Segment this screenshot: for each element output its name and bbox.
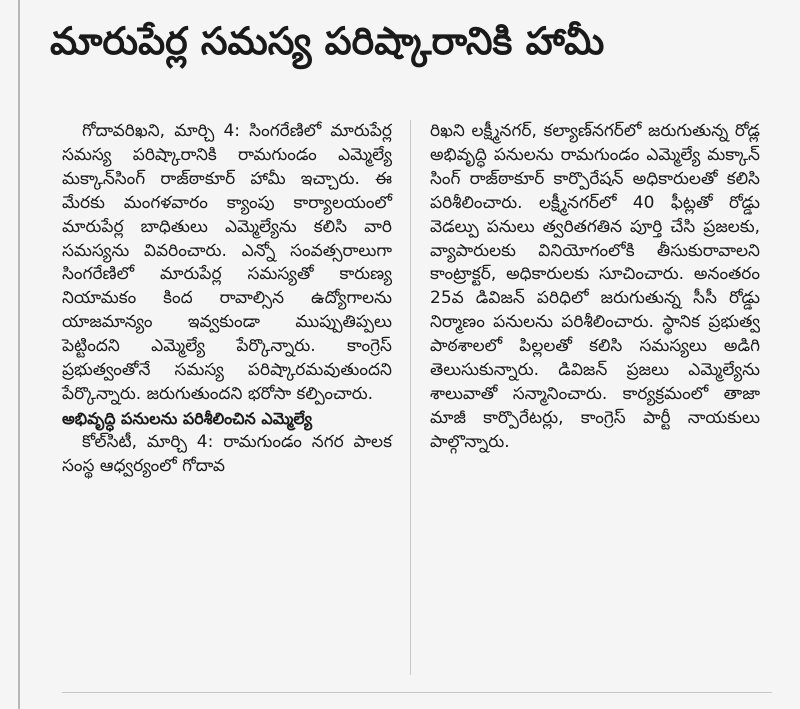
left-margin-rule	[18, 0, 20, 709]
bottom-rule	[62, 692, 772, 693]
subheading: అభివృద్ధి పనులను పరిశీలించిన ఎమ్మెల్యే	[62, 408, 313, 428]
left-column	[62, 120, 392, 479]
column-divider	[410, 120, 411, 675]
left-column-paragraph-2: కోల్‌సిటీ, మార్చి 4: రామగుండం నగర పాలక సంస్థ ఆధ్వర్యంలో గోదావ	[62, 431, 392, 476]
headline: మారుపేర్ల సమస్య పరిష్కారానికి హామీ	[50, 19, 605, 63]
left-column-paragraph-1: గోదావరిఖని, మార్చి 4: సింగరేణిలో మారుపేర్ల సమస్య పరిష్కారానికి రామగుండం ఎమ్మెల్యే మక్కాన్‌సింగ్ రాజ్‌ఠాకూర్ హామీ ఇచ్చారు. ఈ మేరకు మంగళవారం క్యాంపు కార్యాలయంలో మారుపేర్ల బాధితులు ఎమ్మెల్యేను కలిసి వారి సమస్యను వివరించారు. ఎన్నో సంవత్సరాలుగా సింగరేణిలో మారుపేర్ల సమస్యతో కారుణ్య నియామకం కింద రావాల్సిన ఉద్యోగాలను యాజమాన్యం ఇవ్వకుండా ముప్పుతిప్పలు పెట్టిందని ఎమ్మెల్యే పేర్కొన్నారు. కాంగ్రెస్ ప్రభుత్వంతోనే సమస్య పరిష్కారమవుతుందని పేర్కొన్నారు. జరుగుతుందని భరోసా కల్పించారు.	[62, 121, 392, 404]
right-column	[430, 120, 760, 455]
right-column-paragraph: రిఖని లక్ష్మీనగర్, కల్యాణ్‌నగర్‌లో జరుగుతున్న రోడ్ల అభివృద్ధి పనులను రామగుండం ఎమ్మెల్యే మక్కాన్ సింగ్ రాజ్‌ఠాకూర్ కార్పొరేషన్ అధికారులతో కలిసి పరిశీలించారు. లక్ష్మీనగర్‌లో 40 ఫీట్లతో రోడ్డు వెడల్పు పనులు త్వరితగతిన పూర్తి చేసి ప్రజలకు, వ్యాపారులకు వినియోగంలోకి తీసుకురావాలని కాంట్రాక్టర్, అధికారులకు సూచించారు. అనంతరం 25వ డివిజన్ పరిధిలో జరుగుతున్న సీసీ రోడ్డు నిర్మాణం పనులను పరిశీలించారు. స్థానిక ప్రభుత్వ పాఠశాలలో పిల్లలతో కలిసి సమస్యలు అడిగి తెలుసుకున్నారు. డివిజన్ ప్రజలు ఎమ్మెల్యేను శాలువాతో సన్మానించారు. కార్యక్రమంలో తాజా మాజీ కార్పొరేటర్లు, కాంగ్రెస్ పార్టీ నాయకులు పాల్గొన్నారు.	[430, 121, 760, 452]
